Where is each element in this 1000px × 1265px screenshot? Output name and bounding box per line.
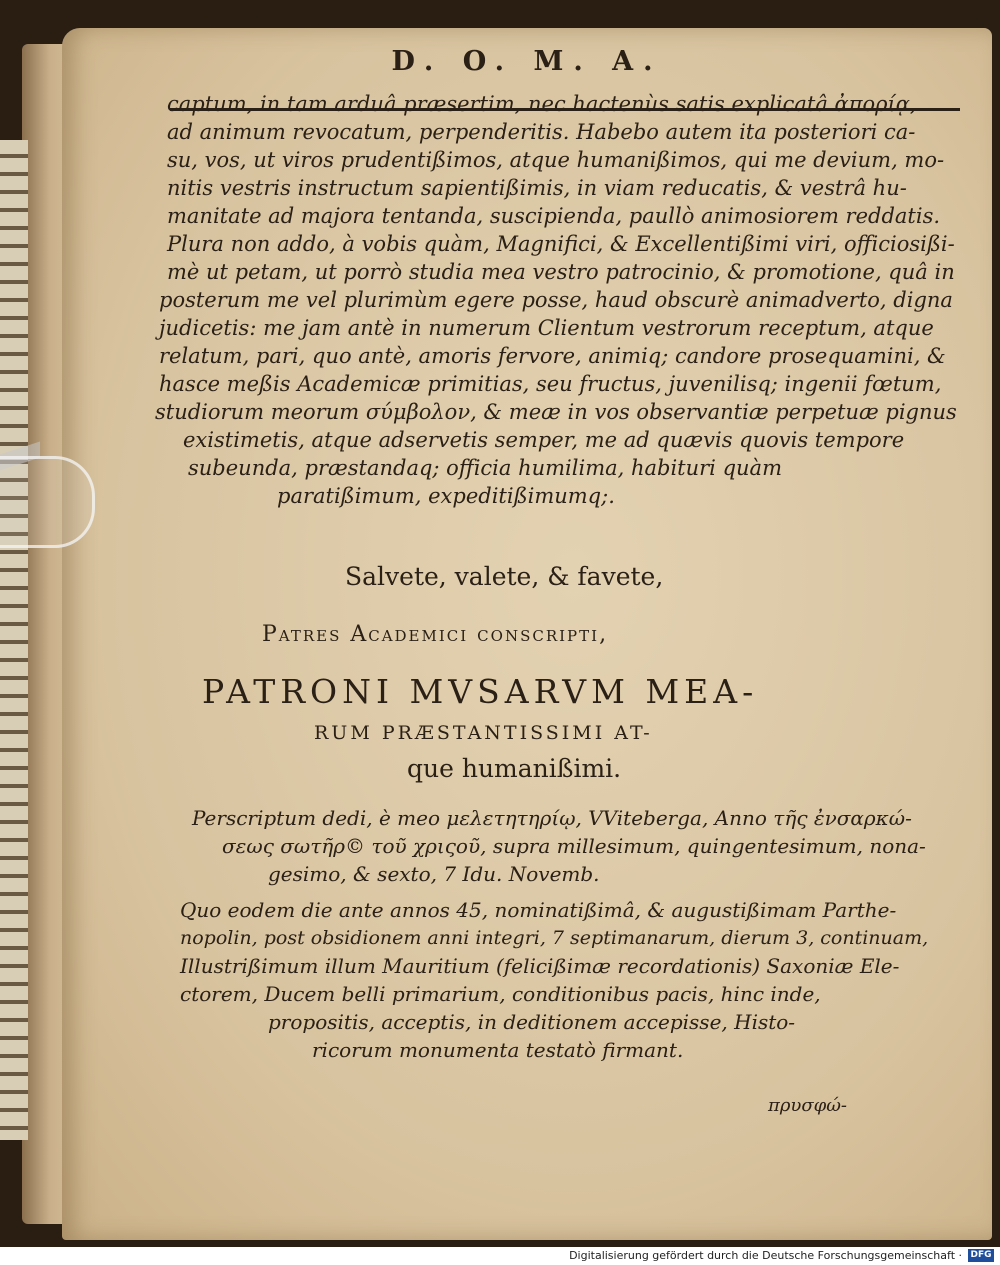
colophon-line: nopolin, post obsidionem anni integri, 7 septimanarum, dierum 3, continuam,: [180, 927, 929, 949]
colophon-line: σεως σωτῆρ© τοῦ χριςοῦ, supra millesimum, quingentesimum, nona-: [222, 834, 926, 858]
colophon-line: gesimo, & sexto, 7 Idu. Novemb.: [268, 862, 600, 886]
dfg-logo: DFG: [968, 1249, 994, 1262]
letter-line: relatum, pari, quo antè, amoris fervore, animiq; candore prosequamini, &: [159, 344, 946, 368]
catchword: πρυσφώ-: [768, 1095, 848, 1116]
page-header: D. O. M. A.: [391, 46, 663, 77]
colophon-line: ctorem, Ducem belli primarium, conditionibus pacis, hinc inde,: [180, 982, 821, 1006]
letter-line: manitate ad majora tentanda, suscipienda, paullò animosiorem reddatis.: [167, 204, 941, 228]
address-heading-end: que humanißimi.: [407, 754, 622, 783]
letter-line: judicetis: me jam antè in numerum Clientum vestrorum receptum, atque: [159, 316, 934, 340]
letter-line: paratißimum, expeditißimumq;.: [277, 484, 615, 508]
colophon-line: Illustrißimum illum Mauritium (felicißimæ recordationis) Saxoniæ Ele-: [180, 954, 900, 978]
letter-line: nitis vestris instructum sapientißimis, in viam reducatis, & vestrâ hu-: [167, 176, 907, 200]
letter-line: ad animum revocatum, perpenderitis. Habebo autem ita posteriori ca-: [167, 120, 916, 144]
colophon-line: Quo eodem die ante annos 45, nominatißimâ, & augustißimam Parthe-: [180, 898, 897, 922]
address-line: Patres Academici conscripti,: [262, 622, 609, 647]
letter-line: Plura non addo, à vobis quàm, Magnifici, & Excellentißimi viri, officiosißi-: [167, 232, 955, 256]
letter-line: mè ut petam, ut porrò studia mea vestro patrocinio, & promotione, quâ in: [167, 260, 955, 284]
colophon-line: ricorum monumenta testatò firmant.: [312, 1038, 684, 1062]
book-page: [62, 28, 992, 1240]
colophon-line: Perscriptum dedi, è meo μελετητηρίῳ, VViteberga, Anno τῆς ἐνσαρκώ-: [192, 806, 912, 830]
letter-line: studiorum meorum σύμβολον, & meæ in vos observantiæ perpetuæ pignus: [155, 400, 957, 424]
stacked-page-edges: [0, 140, 28, 1140]
letter-line: existimetis, atque adservetis semper, me ad quævis quovis tempore: [183, 428, 905, 452]
colophon-line: propositis, acceptis, in deditionem accepisse, Histo-: [268, 1010, 796, 1034]
digitization-footer: [0, 1247, 1000, 1265]
footer-credit: Digitalisierung gefördert durch die Deutsche Forschungsgemeinschaft ·: [569, 1249, 962, 1262]
address-heading-continued: RUM PRÆSTANTISSIMI AT-: [314, 722, 653, 744]
salutation: Salvete, valete, & favete,: [345, 562, 664, 591]
page-clip: [0, 456, 95, 548]
letter-line: su, vos, ut viros prudentißimos, atque humanißimos, qui me devium, mo-: [167, 148, 945, 172]
letter-line: hasce meßis Academicæ primitias, seu fructus, juvenilisq; ingenii fœtum,: [159, 372, 942, 396]
letter-line: subeunda, præstandaq; officia humilima, habituri quàm: [188, 456, 782, 480]
address-heading: PATRONI MVSARVM MEA-: [202, 672, 759, 711]
letter-line: captum, in tam arduâ præsertim, nec hactenùs satis explicatâ ἀπορίᾳ,: [167, 92, 917, 116]
letter-line: posterum me vel plurimùm egere posse, haud obscurè animadverto, digna: [159, 288, 953, 312]
